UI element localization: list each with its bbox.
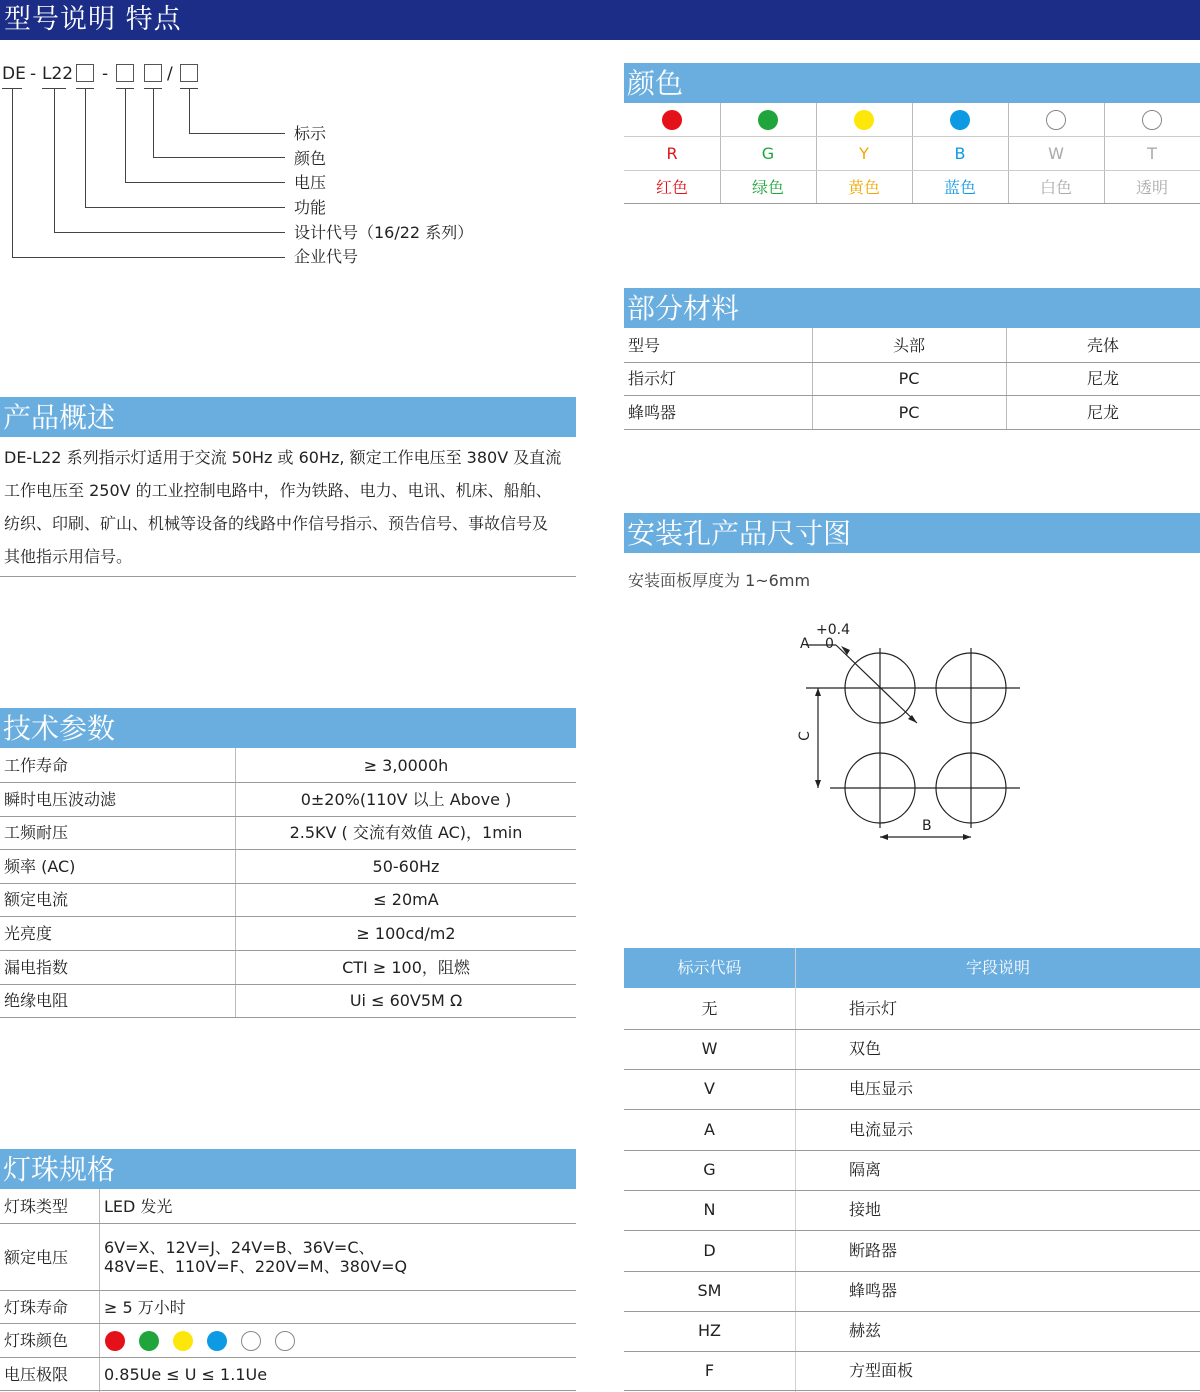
placeholder-box-color — [144, 64, 162, 82]
white-dot-icon — [241, 1331, 261, 1351]
bead-life-label: 灯珠寿命 — [4, 1298, 69, 1317]
materials-title: 部分材料 — [627, 292, 740, 325]
transparent-dot-icon — [275, 1331, 295, 1351]
tech-param-value: 50-60Hz — [372, 857, 440, 876]
tech-param-value: CTI ≥ 100，阻燃 — [342, 958, 470, 977]
color-code: T — [1147, 144, 1157, 163]
bead-life-value: ≥ 5 万小时 — [104, 1298, 186, 1317]
placeholder-box-marking — [180, 64, 198, 82]
code-desc-cell: 隔离 — [849, 1160, 882, 1179]
color-name: 蓝色 — [943, 178, 976, 197]
code-cell: A — [704, 1120, 715, 1139]
tech-param-value: ≥ 3,0000h — [363, 756, 449, 775]
bead-color-label: 灯珠颜色 — [4, 1331, 69, 1350]
codes-col-header: 标示代码 — [677, 958, 742, 977]
tech-param-name: 频率 (AC) — [4, 857, 76, 876]
bead-voltage-line: 6V=X、12V=J、24V=B、36V=C、 — [104, 1238, 375, 1257]
label-design-code: 设计代号（16/22 系列） — [294, 223, 474, 242]
materials-col-header: 头部 — [892, 336, 925, 355]
label-function: 功能 — [294, 198, 327, 217]
green-dot-icon — [139, 1331, 159, 1351]
page-title: 型号说明 特点 — [4, 4, 182, 35]
materials-cell: 蜂鸣器 — [628, 403, 677, 422]
tech-param-name: 工作寿命 — [4, 756, 69, 775]
tech-param-name: 漏电指数 — [4, 958, 69, 977]
overview-line: 纺织、印刷、矿山、机械等设备的线路中作信号指示、预告信号、事故信号及 — [4, 514, 549, 533]
materials-col-header: 型号 — [628, 336, 661, 355]
code-cell: D — [703, 1241, 716, 1260]
tech-title: 技术参数 — [3, 712, 116, 745]
bead-header — [0, 1149, 576, 1189]
color-name: 绿色 — [751, 178, 784, 197]
materials-cell: 指示灯 — [628, 369, 677, 388]
overview-line: DE-L22 系列指示灯适用于交流 50Hz 或 60Hz, 额定工作电压至 380V 及直流 — [4, 448, 562, 467]
white-swatch-icon — [1046, 110, 1066, 130]
label-marking: 标示 — [294, 124, 327, 143]
materials-col-header: 壳体 — [1086, 336, 1119, 355]
dim-label-a: A — [800, 636, 810, 652]
tech-param-name: 工频耐压 — [4, 823, 69, 842]
red-dot-icon — [105, 1331, 125, 1351]
tech-param-value: Ui ≤ 60V5M Ω — [349, 991, 463, 1010]
tech-param-value: ≤ 20mA — [373, 890, 439, 909]
code-cell: G — [703, 1160, 716, 1179]
install-note: 安装面板厚度为 1~6mm — [628, 571, 811, 590]
model-sep: - — [30, 64, 37, 84]
bead-type-label: 灯珠类型 — [4, 1197, 69, 1216]
placeholder-box-voltage — [116, 64, 134, 82]
code-desc-cell: 接地 — [849, 1200, 882, 1219]
code-desc-cell: 电压显示 — [849, 1079, 914, 1098]
label-voltage: 电压 — [294, 173, 327, 192]
yellow-dot-icon — [173, 1331, 193, 1351]
install-header — [624, 513, 1200, 553]
color-name: 红色 — [655, 178, 688, 197]
code-cell: F — [704, 1361, 715, 1380]
dim-label-c: C — [796, 731, 813, 741]
codes-col-header: 字段说明 — [965, 958, 1030, 977]
bead-voltage-line: 48V=E、110V=F、220V=M、380V=Q — [104, 1257, 408, 1276]
model-series: L22 — [42, 64, 74, 84]
tech-param-value: ≥ 100cd/m2 — [356, 924, 456, 943]
code-cell: V — [704, 1079, 715, 1098]
code-desc-cell: 断路器 — [849, 1241, 898, 1260]
bead-limit-value: 0.85Ue ≤ U ≤ 1.1Ue — [104, 1365, 268, 1384]
model-sep2: - — [102, 64, 109, 84]
code-desc-cell: 赫兹 — [849, 1321, 882, 1340]
colors-header — [624, 63, 1200, 103]
overview-title: 产品概述 — [3, 401, 116, 434]
materials-cell: 尼龙 — [1086, 403, 1119, 422]
tech-param-name: 瞬时电压波动滤 — [4, 790, 117, 809]
tech-param-value: 0±20%(110V 以上 Above ) — [300, 790, 512, 809]
model-slash: / — [167, 64, 173, 84]
bead-limit-label: 电压极限 — [4, 1365, 69, 1384]
transparent-swatch-icon — [1142, 110, 1162, 130]
green-swatch-icon — [758, 110, 778, 130]
dim-tolerance-lower: 0 — [825, 636, 834, 652]
tech-header — [0, 708, 576, 748]
code-cell: 无 — [701, 999, 718, 1018]
color-name: 黄色 — [847, 178, 880, 197]
bead-title: 灯珠规格 — [3, 1153, 116, 1186]
code-desc-cell: 蜂鸣器 — [849, 1281, 898, 1300]
materials-header — [624, 288, 1200, 328]
color-code: Y — [859, 144, 869, 163]
color-code: B — [954, 144, 966, 163]
tech-param-value: 2.5KV ( 交流有效值 AC)，1min — [289, 823, 523, 842]
model-prefix: DE — [2, 64, 26, 84]
tech-param-name: 光亮度 — [4, 924, 53, 943]
color-code: R — [666, 144, 678, 163]
blue-swatch-icon — [950, 110, 970, 130]
overview-line: 工作电压至 250V 的工业控制电路中，作为铁路、电力、电讯、机床、船舶、 — [4, 481, 552, 500]
code-cell: W — [701, 1039, 718, 1058]
code-cell: HZ — [698, 1321, 721, 1340]
materials-cell: PC — [898, 369, 920, 388]
page-header — [0, 0, 1200, 40]
yellow-swatch-icon — [854, 110, 874, 130]
bead-type-value: LED 发光 — [104, 1197, 173, 1216]
overview-header — [0, 397, 576, 437]
colors-title: 颜色 — [627, 67, 684, 100]
label-color: 颜色 — [294, 149, 327, 168]
bead-voltage-label: 额定电压 — [4, 1248, 69, 1267]
label-company-code: 企业代号 — [294, 247, 359, 266]
dim-label-b: B — [922, 818, 932, 834]
materials-cell: PC — [898, 403, 920, 422]
code-desc-cell: 方型面板 — [849, 1361, 914, 1380]
blue-dot-icon — [207, 1331, 227, 1351]
tech-param-name: 绝缘电阻 — [4, 991, 69, 1010]
code-desc-cell: 指示灯 — [849, 999, 898, 1018]
materials-cell: 尼龙 — [1086, 369, 1119, 388]
code-cell: SM — [697, 1281, 722, 1300]
overview-line: 其他指示用信号。 — [4, 547, 133, 566]
red-swatch-icon — [662, 110, 682, 130]
color-code: W — [1048, 144, 1064, 163]
color-code: G — [761, 144, 775, 163]
placeholder-box-function — [76, 64, 94, 82]
code-desc-cell: 双色 — [849, 1039, 882, 1058]
tech-param-name: 额定电流 — [4, 890, 69, 909]
install-title: 安装孔产品尺寸图 — [627, 517, 852, 550]
dim-tolerance-upper: +0.4 — [816, 622, 850, 638]
color-name: 透明 — [1135, 178, 1168, 197]
code-cell: N — [703, 1200, 716, 1219]
code-desc-cell: 电流显示 — [849, 1120, 914, 1139]
color-name: 白色 — [1039, 178, 1072, 197]
